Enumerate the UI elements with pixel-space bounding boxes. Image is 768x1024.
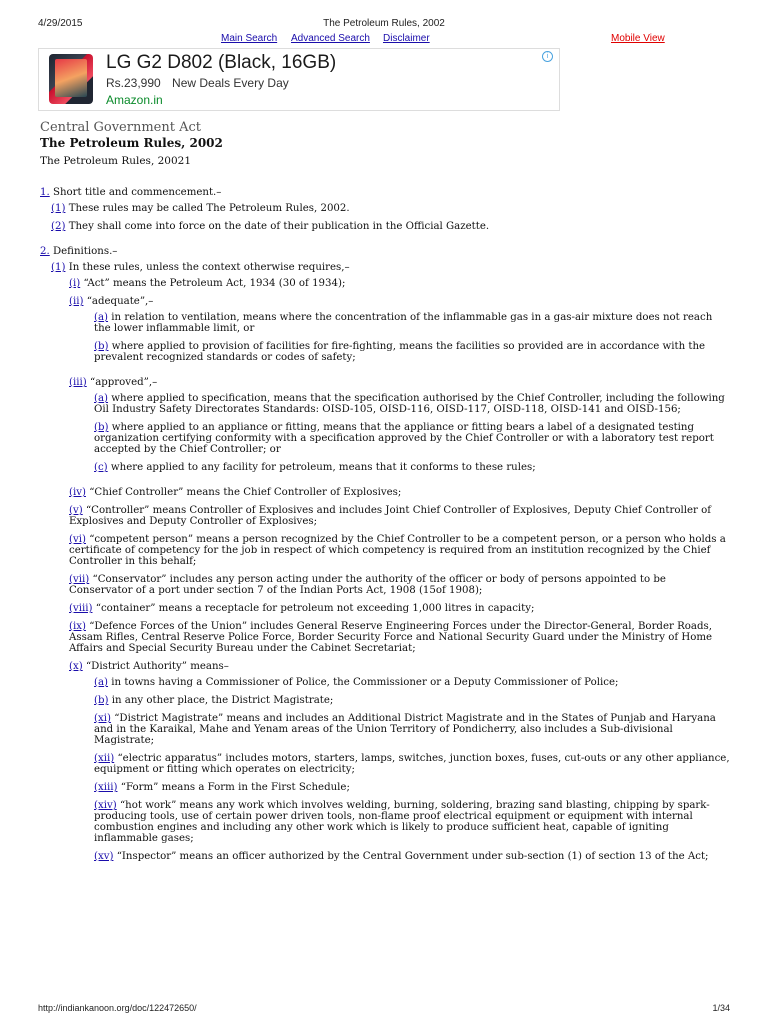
definition-text: “Chief Controller” means the Chief Controller of Explosives; bbox=[89, 487, 402, 498]
disclaimer-link[interactable]: Disclaimer bbox=[383, 33, 430, 44]
sub-clause bbox=[40, 462, 730, 473]
definition-text: “Controller” means Controller of Explosives and includes Joint Chief Controller of Explosives, Deputy Chief Controller of Explosives and Deputy Controller of Explosives; bbox=[69, 505, 712, 527]
sub-clause-link[interactable]: (a) bbox=[94, 312, 109, 323]
sub-clause bbox=[40, 422, 730, 455]
definition bbox=[40, 377, 730, 388]
section-link[interactable]: 1. bbox=[40, 187, 50, 198]
definition-text: “Inspector” means an officer authorized by the Central Government under sub-section (1) of section 13 of the Act; bbox=[116, 851, 709, 862]
clause-link[interactable]: (1) bbox=[51, 203, 66, 214]
ad-tagline: New Deals Every Day bbox=[172, 76, 289, 90]
ad-headline[interactable]: LG G2 D802 (Black, 16GB) bbox=[106, 52, 337, 73]
ad-store[interactable]: Amazon.in bbox=[106, 93, 163, 107]
print-footer bbox=[38, 1003, 730, 1015]
sub-clause-text: where applied to an appliance or fitting, means that the appliance or fitting bears a label of a designated testing organization certifying conformity with a specification approved by the Chief Controller or with a laboratory test report accepted by the Chief Controller; or bbox=[94, 422, 714, 455]
clause-link[interactable]: (2) bbox=[51, 221, 66, 232]
section-title: Short title and commencement.– bbox=[52, 187, 222, 198]
definition-link[interactable]: (iv) bbox=[69, 487, 86, 498]
definition-link[interactable]: (iii) bbox=[69, 377, 87, 388]
definition-text: “hot work” means any work which involves welding, burning, soldering, brazing sand blasting, chipping by spark-producing tools, use of certain power driven tools, non-flame proof electrical equipment or equipment with internal combustion engines and including any other work which is likely to produce sufficient heat, capable of igniting inflammable gases; bbox=[94, 800, 710, 844]
definition bbox=[40, 621, 730, 654]
page-number: 1/34 bbox=[712, 1003, 730, 1013]
clause-text: They shall come into force on the date of their publication in the Official Gazette. bbox=[68, 221, 490, 232]
sub-clause bbox=[40, 695, 730, 706]
clause bbox=[40, 262, 730, 273]
definition-link[interactable]: (xi) bbox=[94, 713, 111, 724]
act-name: The Petroleum Rules, 2002 bbox=[40, 136, 223, 150]
definition bbox=[40, 782, 730, 793]
phone-product-image[interactable] bbox=[49, 54, 93, 104]
mobile-view-link[interactable]: Mobile View bbox=[611, 33, 665, 44]
definition bbox=[40, 296, 730, 307]
definition bbox=[40, 487, 730, 498]
definition-link[interactable]: (viii) bbox=[69, 603, 93, 614]
print-header bbox=[38, 14, 730, 28]
sub-clause-text: in any other place, the District Magistrate; bbox=[111, 695, 334, 706]
sub-clause-link[interactable]: (c) bbox=[94, 462, 108, 473]
definition-text: “electric apparatus” includes motors, starters, lamps, switches, junction boxes, fuses, cut-outs or any other appliance, equipment or fitting which operates on electricity; bbox=[94, 753, 730, 775]
clause bbox=[40, 203, 730, 214]
main-search-link[interactable]: Main Search bbox=[221, 33, 278, 44]
clause-text: In these rules, unless the context otherwise requires,– bbox=[68, 262, 350, 273]
definition-link[interactable]: (x) bbox=[69, 661, 83, 672]
definition-text: “District Authority” means– bbox=[85, 661, 229, 672]
section-link[interactable]: 2. bbox=[40, 246, 50, 257]
sub-clause bbox=[40, 312, 730, 334]
section-2 bbox=[40, 246, 730, 257]
definition bbox=[40, 661, 730, 672]
definition-link[interactable]: (i) bbox=[69, 278, 81, 289]
definition-text: “Form” means a Form in the First Schedule; bbox=[120, 782, 350, 793]
definition-link[interactable]: (vi) bbox=[69, 534, 86, 545]
sub-clause bbox=[40, 677, 730, 688]
definition-link[interactable]: (ii) bbox=[69, 296, 84, 307]
clause bbox=[40, 221, 730, 232]
definition bbox=[40, 534, 730, 567]
definition bbox=[40, 713, 730, 746]
clause-text: These rules may be called The Petroleum Rules, 2002. bbox=[68, 203, 350, 214]
sub-clause-text: in towns having a Commissioner of Police, the Commissioner or a Deputy Commissioner of Police; bbox=[111, 677, 619, 688]
definition-link[interactable]: (xv) bbox=[94, 851, 114, 862]
definition-link[interactable]: (v) bbox=[69, 505, 83, 516]
print-title: The Petroleum Rules, 2002 bbox=[323, 18, 445, 29]
sub-clause-link[interactable]: (b) bbox=[94, 695, 109, 706]
rules-subtitle: The Petroleum Rules, 20021 bbox=[40, 155, 192, 167]
sub-clause-text: where applied to any facility for petroleum, means that it conforms to these rules; bbox=[110, 462, 536, 473]
advanced-search-link[interactable]: Advanced Search bbox=[291, 33, 370, 44]
definition-link[interactable]: (ix) bbox=[69, 621, 86, 632]
section-1 bbox=[40, 187, 730, 198]
document-body bbox=[40, 120, 730, 862]
definition-text: “Conservator” includes any person acting under the authority of the officer or body of persons appointed to be Conservator of a port under section 7 of the Indian Ports Act, 1908 (15of 1908); bbox=[69, 574, 666, 596]
definition-text: “District Magistrate” means and includes an Additional District Magistrate and in the States of Punjab and Haryana and in the Karaikal, Mahe and Yenam areas of the Union Territory of Pondicherry, also includes a Sub-divisional Magistrate; bbox=[94, 713, 716, 746]
top-nav bbox=[0, 33, 768, 47]
sub-clause bbox=[40, 341, 730, 363]
clause-link[interactable]: (1) bbox=[51, 262, 66, 273]
sub-clause-text: where applied to specification, means that the specification authorised by the Chief Controller, including the following Oil Industry Safety Directorates Standards: OISD-105, OISD-116, OISD-117, OISD-118, OISD-141 and OISD-156; bbox=[94, 393, 725, 415]
definition-link[interactable]: (xiv) bbox=[94, 800, 117, 811]
sub-clause bbox=[40, 393, 730, 415]
ad-price: Rs.23,990 bbox=[106, 76, 161, 90]
sub-clause-link[interactable]: (b) bbox=[94, 422, 109, 433]
page-url: http://indiankanoon.org/doc/122472650/ bbox=[38, 1003, 197, 1013]
definition-text: “Defence Forces of the Union” includes General Reserve Engineering Forces under the Director-General, Border Roads, Assam Rifles, Central Reserve Police Force, Border Security Force and National Security Guard under the Ministry of Home Affairs and Special Security Bureau under the Cabinet Secretariat; bbox=[69, 621, 713, 654]
definition-link[interactable]: (xii) bbox=[94, 753, 115, 764]
sub-clause-link[interactable]: (a) bbox=[94, 677, 109, 688]
sub-clause-text: in relation to ventilation, means where the concentration of the inflammable gas in a gas-air mixture does not reach the lower inflammable limit, or bbox=[94, 312, 713, 334]
definition bbox=[40, 851, 730, 862]
definition bbox=[40, 574, 730, 596]
definition-text: “approved”,– bbox=[89, 377, 158, 388]
definition bbox=[40, 800, 730, 844]
act-type: Central Government Act bbox=[40, 120, 201, 135]
ad-subline bbox=[106, 76, 297, 90]
definition-text: “container” means a receptacle for petroleum not exceeding 1,000 litres in capacity; bbox=[95, 603, 535, 614]
definition bbox=[40, 603, 730, 614]
definition bbox=[40, 278, 730, 289]
sub-clause-link[interactable]: (b) bbox=[94, 341, 109, 352]
sub-clause-link[interactable]: (a) bbox=[94, 393, 109, 404]
definition-text: “competent person” means a person recognized by the Chief Controller to be a competent person, or a person who holds a certificate of competency for the job in respect of which competency is required from an institution recognized by the Chief Controller in this behalf; bbox=[69, 534, 726, 567]
print-date: 4/29/2015 bbox=[38, 18, 83, 29]
definition-text: “adequate”,– bbox=[86, 296, 154, 307]
definition-link[interactable]: (vii) bbox=[69, 574, 90, 585]
ad-info-icon[interactable]: i bbox=[542, 51, 553, 62]
ad-banner[interactable] bbox=[38, 48, 560, 111]
definition-link[interactable]: (xiii) bbox=[94, 782, 118, 793]
section-title: Definitions.– bbox=[52, 246, 118, 257]
definition-text: “Act” means the Petroleum Act, 1934 (30 of 1934); bbox=[83, 278, 346, 289]
sub-clause-text: where applied to provision of facilities for fire-fighting, means the facilities so provided are in accordance with the prevalent recognized standards or codes of safety; bbox=[94, 341, 706, 363]
definition bbox=[40, 505, 730, 527]
definition bbox=[40, 753, 730, 775]
